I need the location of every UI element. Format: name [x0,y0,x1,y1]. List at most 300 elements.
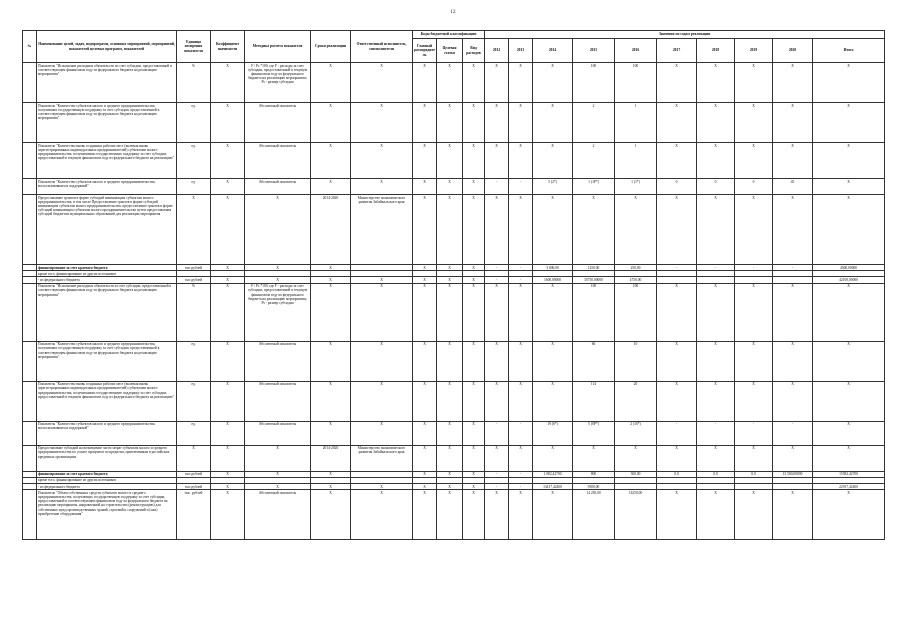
col-unit: Единица измерения показателя [177,31,211,63]
table-cell: X [735,143,773,179]
table-cell: X [413,283,437,341]
table-cell: X [211,143,245,179]
table-cell: X [657,63,697,103]
table-cell: X [697,490,735,540]
table-cell: X [773,283,813,341]
table-cell: 300,00 [615,471,657,477]
table-cell: X [533,445,573,471]
table-cell: X [509,445,533,471]
table-cell: X [413,471,437,477]
table-cell: X [773,195,813,265]
col-year-2016: 2016 [615,39,657,63]
table-cell: - [485,265,509,271]
col-total: Итого [813,39,885,63]
table-cell: X [573,445,615,471]
table-row [23,490,885,540]
table-cell: X [773,143,813,179]
table-cell: 114 [573,381,615,421]
table-cell: X [351,277,413,283]
table-cell: X [463,195,485,265]
table-cell: 0,0 [697,471,735,477]
table-cell: X [463,265,485,271]
table-cell: X [533,283,573,341]
table-cell: X [463,103,485,143]
table-cell: X [463,421,485,445]
table-cell: X [351,179,413,195]
table-cell [23,179,37,195]
table-cell: X [735,445,773,471]
table-cell: X [437,445,463,471]
table-cell: Абсолютный показатель [245,421,311,445]
table-cell: 15582,42700 [813,471,885,477]
table-cell: 0 [735,179,773,195]
table-cell: X [437,490,463,540]
table-cell: X [413,63,437,103]
table-cell: 250,00 [615,265,657,271]
table-cell: X [351,421,413,445]
table-cell: ед. [177,103,211,143]
col-year-2018: 2018 [697,39,735,63]
row-name-cell: Показатель "Объем собственных средств субъектов малого и среднего предпринимательства, получающих государственную поддержку за счет субсидии, предоставленной в соответствующем финансовом году из федерального бюджета на реализацию мероприятия, направленной на строительство (реконструкцию) для собственных нужд производственных зданий, строений и сооружений и (или) приобретение оборудования" [37,490,177,540]
table-cell [23,63,37,103]
table-cell: 2 [573,103,615,143]
table-cell: - [509,421,533,445]
table-cell: X [211,277,245,283]
table-cell: X [211,63,245,103]
table-cell: X [351,490,413,540]
table-cell: X [533,195,573,265]
table-cell: X [735,341,773,381]
table-cell: X [463,283,485,341]
table-cell: - [509,277,533,283]
table-cell: X [615,195,657,265]
table-cell: Министерство экономического развития Забайкальского края [351,195,413,265]
table-cell: X [813,195,885,265]
table-cell: X [311,381,351,421]
row-name-cell: Показатель "Исполнение расходных обязательств за счет субсидии, предоставленной в соответствующем финансовом году из федерального бюджета на реализацию мероприятия" [37,283,177,341]
table-cell: X [211,421,245,445]
table-cell [23,283,37,341]
table-cell: X [697,283,735,341]
table-cell: Абсолютный показатель [245,341,311,381]
table-cell: - [773,421,813,445]
table-cell: X [773,381,813,421]
table-cell: 800 [573,471,615,477]
table-cell: 2 (16*) [615,421,657,445]
table-cell: X [463,490,485,540]
row-name-cell: Показатель "Количество субъектов малого и среднего предпринимательства, воспользовавшихся поддержкой" [37,421,177,445]
table-cell: Абсолютный показатель [245,143,311,179]
table-cell: X [245,484,311,490]
table-cell: X [697,341,735,381]
row-name-cell: Показатель "Исполнение расходных обязательств по счет субсидии, предоставленной в соответствующем финансовом году из федерального бюджета на реализацию мероприятия" [37,63,177,103]
table-cell: X [311,179,351,195]
table-cell: X [463,341,485,381]
col-year-2013: 2013 [509,39,533,63]
table-cell: X [413,195,437,265]
table-cell: X [463,63,485,103]
table-cell: X [773,490,813,540]
table-cell: % [177,283,211,341]
table-cell: - [697,265,735,271]
row-name-cell: - из федерального бюджета [37,484,177,490]
col-method: Методика расчета показателя [245,31,311,63]
table-cell: Абсолютный показатель [245,103,311,143]
table-cell [23,103,37,143]
table-cell: X [437,421,463,445]
table-cell: X [697,445,735,471]
table-cell: X [437,283,463,341]
table-cell: X [437,484,463,490]
table-cell: X [437,265,463,271]
table-row [23,381,885,421]
col-expense-type: Вид расходов [463,39,485,63]
table-cell: X [697,103,735,143]
table-cell: X [311,484,351,490]
row-name-cell: Показатель "Количество вновь созданных рабочих мест (включая вновь зарегистрированных индивидуальных предпринимателей) субъектами малого предпринимательства, получившими государственную поддержку за счет субсидии, предоставленной в текущем финансовом году из федерального бюджета на реализацию" [37,143,177,179]
table-cell: X [245,277,311,283]
table-cell: 100 [573,63,615,103]
table-cell: X [697,143,735,179]
table-cell: X [211,471,245,477]
table-cell: X [735,381,773,421]
row-name-cell: Показатель "Количество субъектов малого и среднего предпринимательства, получивших государственную поддержку за счет субсидии, предоставленной в соответствующем финансовом году из федерального бюджета на реализацию мероприятия" [37,103,177,143]
table-cell: ед. [177,341,211,381]
table-cell [23,341,37,381]
table-cell: 45 [773,179,813,195]
col-year-2017: 2017 [657,39,697,63]
table-cell: 22917,42400 [813,484,885,490]
table-cell: X [437,341,463,381]
table-cell: - [485,277,509,283]
table-cell: X [533,103,573,143]
table-cell: X [311,421,351,445]
table-cell: X [657,490,697,540]
table-cell: - [485,484,509,490]
table-cell: X [657,445,697,471]
table-cell: F / Ps *100, где F - расходы за счет субсидии, предоставленной в текущем финансовом году из федерального бюджета на реализацию мероприятия; Ps - размер субсидии [245,283,311,341]
table-cell: 9500,00 [573,484,615,490]
table-cell: X [351,381,413,421]
table-cell: - [773,265,813,271]
table-cell: X [573,195,615,265]
table-cell: Абсолютный показатель [245,490,311,540]
table-cell: 42100,00000 [813,277,885,283]
table-cell: X [485,445,509,471]
table-cell: X [211,195,245,265]
table-row [23,179,885,195]
table-cell: Министерство экономического развития Забайкальского края [351,445,413,471]
row-name-cell: кроме того, финансирование из других источников [37,477,177,483]
table-cell: 0 [657,179,697,195]
document-page [22,10,884,630]
table-cell: X [813,103,885,143]
table-cell: - [485,421,509,445]
table-cell: X [697,381,735,421]
table-cell: X [311,103,351,143]
table-cell: X [211,179,245,195]
row-name-cell: - из федерального бюджета [37,277,177,283]
col-year-2014: 2014 [533,39,573,63]
table-cell: X [437,471,463,477]
table-cell [23,445,37,471]
table-cell: X [311,277,351,283]
table-cell: X [463,143,485,179]
table-cell: X [437,381,463,421]
table-cell: X [533,63,573,103]
table-cell: - [735,265,773,271]
table-cell: X [413,490,437,540]
table-cell: X [211,103,245,143]
table-cell: X [533,341,573,381]
col-year-2012: 2012 [485,39,509,63]
table-cell: X [413,341,437,381]
col-year-2019: 2019 [735,39,773,63]
table-cell: X [437,143,463,179]
page-number: 12 [450,10,456,15]
table-cell: 10 [615,341,657,381]
table-cell: X [413,179,437,195]
table-cell: 3 000,00 [533,265,573,271]
table-row [23,195,885,265]
table-cell: X [615,445,657,471]
table-cell: X [311,341,351,381]
table-cell: X [813,63,885,103]
table-cell: X [413,421,437,445]
col-main-admin: Главный распорядитель [413,39,437,63]
table-cell: X [437,103,463,143]
table-cell: X [413,484,437,490]
table-cell: X [211,265,245,271]
table-cell: X [509,341,533,381]
table-cell: X [311,471,351,477]
table-cell: X [211,490,245,540]
table-cell: X [773,445,813,471]
table-cell: X [657,381,697,421]
table-cell: X [413,445,437,471]
table-cell: X [697,195,735,265]
table-cell: - [657,421,697,445]
table-cell: X [509,195,533,265]
table-cell: 1 082,42700 [533,471,573,477]
row-name-cell: Показатель "Количество субъектов малого и среднего предпринимательства, получивших государственную поддержку за счет субсидии, предоставленной в соответствующем финансовом году из федерального бюджета на реализацию мероприятия" [37,341,177,381]
table-cell [23,143,37,179]
table-cell: X [735,490,773,540]
row-name-cell: Показатель "Количество субъектов малого и среднего предпринимательства, воспользовавшихся поддержкой" [37,179,177,195]
table-cell: X [463,471,485,477]
table-cell: X [211,341,245,381]
table-cell: 100 [615,283,657,341]
col-responsible: Ответственный исполнитель, соисполнители [351,31,413,63]
table-cell: X [509,283,533,341]
table-cell: 1600,00000 [533,277,573,283]
table-cell: X [813,445,885,471]
table-row [23,283,885,341]
table-cell: X [813,490,885,540]
table-cell: X [533,490,573,540]
table-cell: X [177,195,211,265]
table-cell: 0 [697,179,735,195]
table-cell: X [351,143,413,179]
table-cell: X [657,103,697,143]
table-cell: X [773,63,813,103]
table-cell: X [813,283,885,341]
col-period: Сроки реализации [311,31,351,63]
table-cell: X [351,283,413,341]
program-table [22,30,885,540]
table-cell: X [463,381,485,421]
table-cell: 1 (1Р*) [573,179,615,195]
table-cell: ед. [177,179,211,195]
table-cell: 1 (1*) [615,179,657,195]
table-cell: X [657,143,697,179]
table-cell: X [245,195,311,265]
table-cell: - [485,179,509,195]
table-cell: 13417,42400 [533,484,573,490]
table-cell: X [735,195,773,265]
table-cell: тыс.рублей [177,471,211,477]
table-cell: 4500,00000 [813,265,885,271]
table-cell: тыс.рублей [177,484,211,490]
table-cell: X [485,143,509,179]
table-cell: X [463,484,485,490]
table-cell: X [311,490,351,540]
table-cell: 5 (2*) [533,179,573,195]
table-cell: 20 [615,381,657,421]
table-cell: X [211,484,245,490]
table-cell: 1 [615,143,657,179]
table-cell: X [735,103,773,143]
table-cell: X [351,103,413,143]
table-cell: 5 (0Р*) [573,421,615,445]
table-cell: X [245,445,311,471]
table-cell [23,490,37,540]
col-values-group: Значения по годам реализации [485,31,885,39]
table-row [23,421,885,445]
table-cell: ед. [177,421,211,445]
table-cell: - [485,471,509,477]
table-cell: X [437,195,463,265]
table-cell: X [735,63,773,103]
table-cell: Абсолютный показатель [245,381,311,421]
row-name-cell: кроме того, финансирование из других источников [37,271,177,277]
table-cell: X [351,63,413,103]
col-year-2020: 2020 [773,39,813,63]
table-row [23,143,885,179]
table-cell: 100 [573,283,615,341]
table-cell: X [485,341,509,381]
col-budget-class: Коды бюджетной классификации [413,31,485,39]
table-cell: X [211,381,245,421]
table-body [23,63,885,540]
table-cell: 14 250,00 [573,490,615,540]
table-cell: X [735,283,773,341]
table-cell: X [485,381,509,421]
table-cell: 2 [573,143,615,179]
table-cell: X [351,484,413,490]
table-cell: 1 [615,103,657,143]
table-cell: 35750,00000 [573,277,615,283]
table-cell: 2014-2020 [311,445,351,471]
table-cell: X [211,445,245,471]
table-cell [23,195,37,265]
table-row [23,341,885,381]
row-name-cell: финансирование за счет краевого бюджета [37,471,177,477]
table-cell: - [697,421,735,445]
row-name-cell: Предоставление субсидий на возмещение части затрат субъектам малого и среднего предпринимательства по уплате процентов по кредитам, привлеченным в российских кредитных организациях [37,445,177,471]
table-cell: тыс.рублей [177,265,211,271]
col-name: Наименование целей, задач, подпрограмм, основных мероприятий, мероприятий, показателей целевых программ, показателей [37,31,177,63]
table-cell: X [813,381,885,421]
table-cell: X [485,63,509,103]
table-cell: X [657,195,697,265]
table-cell: X [485,103,509,143]
table-cell: X [485,195,509,265]
table-cell [23,421,37,445]
row-name-cell: Предоставление грантов в форме субсидий начинающим субъектам малого предпринимательства, в том числе Предоставление грантов в форме субсидий начинающим субъектам малого предпринимательства, предоставление грантов в форме субсидий начинающим субъектам малого предпринимательства путем предоставления субсидий бюджетам муниципальных образований для реализации мероприятия [37,195,177,265]
table-cell: X [311,265,351,271]
table-cell: X [813,421,885,445]
table-cell: X [509,63,533,103]
table-cell: ед. [177,381,211,421]
table-cell: 0,0 [735,471,773,477]
table-cell [23,381,37,421]
col-year-2015: 2015 [573,39,615,63]
table-cell: X [657,283,697,341]
table-cell: - [657,265,697,271]
table-cell: F / Ps *100, где F - расходы за счет субсидии, предоставленной в текущем финансовом году из федерального бюджета на реализацию мероприятия; Ps - размер субсидии [245,63,311,103]
table-cell: X [533,381,573,421]
table-cell: 2014-2020 [311,195,351,265]
table-cell: X [437,179,463,195]
row-name-cell: Показатель "Количество вновь созданных рабочих мест (включая вновь зарегистрированных индивидуальных предпринимателей) субъектами малого предпринимательства, получившими государственную поддержку за счет субсидии, предоставленной в текущем финансовом году из федерального бюджета на реализацию" [37,381,177,421]
table-cell: X [437,277,463,283]
table-cell: X [351,341,413,381]
table-cell: - [509,265,533,271]
table-row [23,445,885,471]
table-cell: 13 500,00000 [773,471,813,477]
table-cell: X [311,283,351,341]
table-cell: тыс. рублей [177,490,211,540]
table-cell: 14250,00 [615,490,657,540]
table-cell: X [413,277,437,283]
table-cell: X [177,445,211,471]
col-no: № [23,31,37,63]
table-cell: X [413,265,437,271]
table-cell: X [697,63,735,103]
table-cell: X [485,490,509,540]
table-cell: X [413,143,437,179]
table-cell: X [311,143,351,179]
table-cell: X [509,490,533,540]
table-cell: X [437,63,463,103]
table-cell: - [509,471,533,477]
table-cell: % [177,63,211,103]
table-cell: X [657,341,697,381]
table-cell: X [773,341,813,381]
table-cell: X [509,381,533,421]
table-cell: X [211,283,245,341]
table-cell: X [245,471,311,477]
table-cell: X [509,143,533,179]
table-cell: X [533,143,573,179]
table-cell: X [509,103,533,143]
table-cell: - [735,421,773,445]
table-cell: X [813,143,885,179]
table-cell: X [773,103,813,143]
table-row [23,103,885,143]
table-cell: 19 (6*) [533,421,573,445]
